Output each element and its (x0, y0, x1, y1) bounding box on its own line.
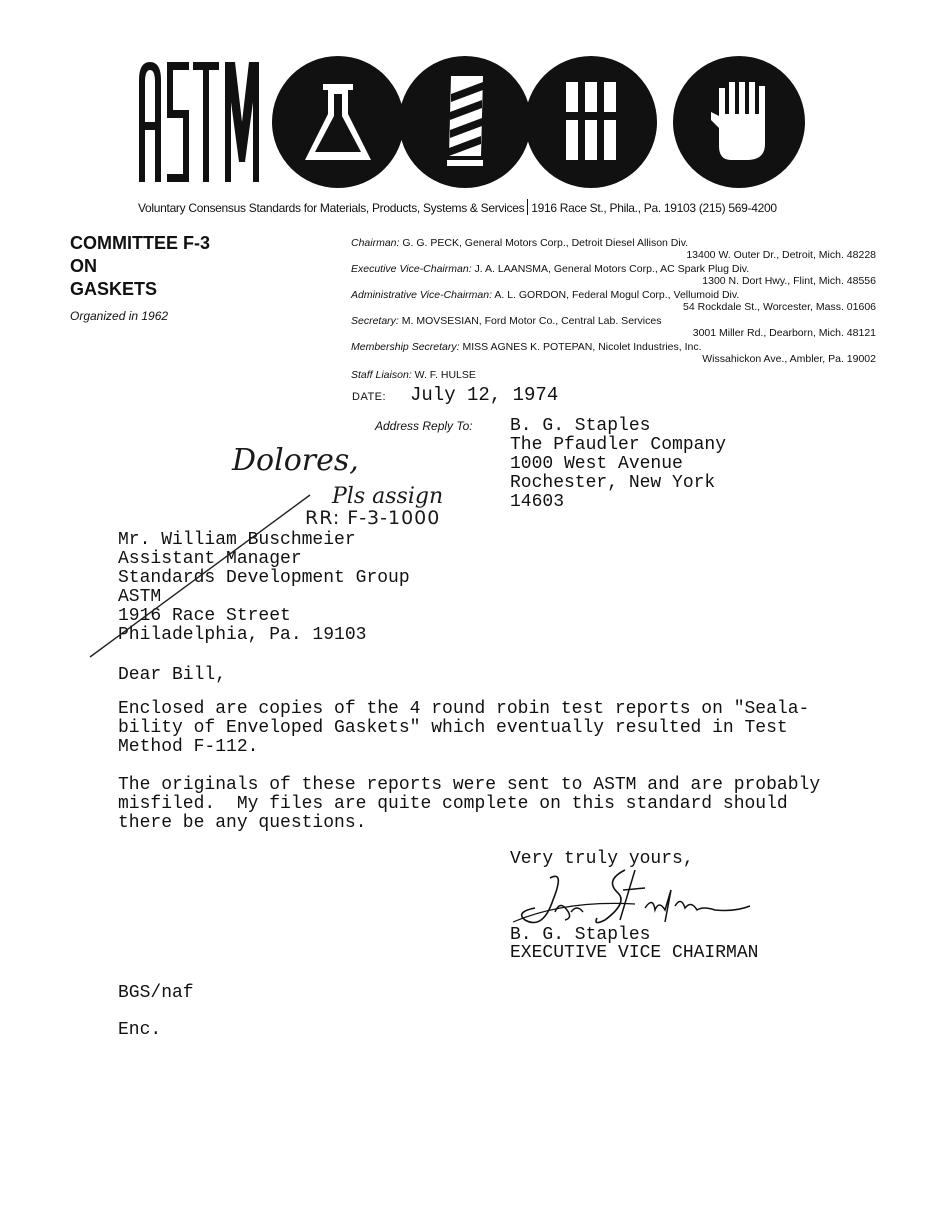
signer-title: EXECUTIVE VICE CHAIRMAN (510, 943, 759, 963)
addressee-block: Mr. William Buschmeier Assistant Manager Standards Development Group ASTM 1916 Race Street Philadelphia, Pa. 19103 (118, 530, 410, 645)
body-paragraph-1: Enclosed are copies of the 4 round robin test reports on "Seala- bility of Enveloped Gaskets" which eventually resulted in Test Method F-112. (118, 699, 810, 757)
organized-date: Organized in 1962 (70, 309, 169, 323)
striped-column-icon (399, 56, 531, 188)
officer-role: Secretary: (351, 315, 399, 327)
officer-address: 3001 Miller Rd., Dearborn, Mich. 48121 (692, 327, 876, 339)
flask-icon (272, 56, 404, 188)
officer-name: M. MOVSESIAN, Ford Motor Co., Central Lab. Services (401, 315, 662, 327)
officer-address: 13400 W. Outer Dr., Detroit, Mich. 48228 (686, 249, 876, 261)
tagline-divider (527, 199, 528, 215)
committee-title: COMMITTEE F-3 ON GASKETS (70, 233, 210, 299)
officer-role: Executive Vice-Chairman: (351, 263, 472, 275)
officer-name: A. L. GORDON, Federal Mogul Corp., Vellumoid Div. (494, 289, 740, 301)
officer-executive-vice-chairman (351, 263, 876, 287)
officer-name: G. G. PECK, General Motors Corp., Detroit Diesel Allison Div. (402, 237, 689, 249)
officer-name: W. F. HULSE (414, 369, 476, 381)
officer-membership-secretary (351, 341, 876, 365)
enclosure-note: Enc. (118, 1020, 162, 1040)
officer-role: Chairman: (351, 237, 400, 249)
body-paragraph-2: The originals of these reports were sent to ASTM and are probably misfiled. My files are quite complete on this standard should there be any questions. (118, 775, 821, 833)
complimentary-close: Very truly yours, (510, 849, 694, 869)
officer-chairman (351, 237, 876, 261)
officer-role: Administrative Vice-Chairman: (351, 289, 493, 301)
reply-address: B. G. Staples The Pfaudler Company 1000 West Avenue Rochester, New York 14603 (510, 416, 727, 512)
bars-icon (525, 56, 657, 188)
officer-role: Membership Secretary: (351, 341, 460, 353)
officer-role: Staff Liaison: (351, 369, 412, 381)
astm-logo (135, 52, 810, 192)
officer-staff-liaison (351, 369, 876, 381)
officer-name: MISS AGNES K. POTEPAN, Nicolet Industries, Inc. (462, 341, 702, 353)
handwritten-note-line3: RR: F-3-1000 (305, 507, 441, 529)
reference-initials: BGS/naf (118, 983, 194, 1003)
handwritten-note-line1: Dolores, (232, 443, 359, 478)
handwritten-note-line2: Pls assign (332, 484, 444, 509)
officer-address: Wissahickon Ave., Ambler, Pa. 19002 (702, 353, 876, 365)
officers-list (351, 237, 876, 383)
officer-address: 54 Rockdale St., Worcester, Mass. 01606 (683, 301, 876, 313)
salutation: Dear Bill, (118, 665, 227, 685)
date-value: July 12, 1974 (410, 384, 559, 406)
officer-name: J. A. LAANSMA, General Motors Corp., AC Spark Plug Div. (474, 263, 750, 275)
pen-slash-mark (85, 485, 325, 665)
officer-secretary (351, 315, 876, 339)
officer-administrative-vice-chairman (351, 289, 876, 313)
hand-icon (673, 56, 805, 188)
officer-address: 1300 N. Dort Hwy., Flint, Mich. 48556 (702, 275, 876, 287)
reply-label: Address Reply To: (375, 419, 473, 433)
date-label: DATE: (352, 391, 387, 403)
astm-letters-logo (139, 62, 259, 182)
signer-name: B. G. Staples (510, 925, 651, 945)
letterhead-tagline (138, 199, 777, 215)
tagline-text: Voluntary Consensus Standards for Materials, Products, Systems & Services (138, 201, 525, 215)
letterhead-address: 1916 Race St., Phila., Pa. 19103 (215) 569-4200 (531, 201, 777, 215)
